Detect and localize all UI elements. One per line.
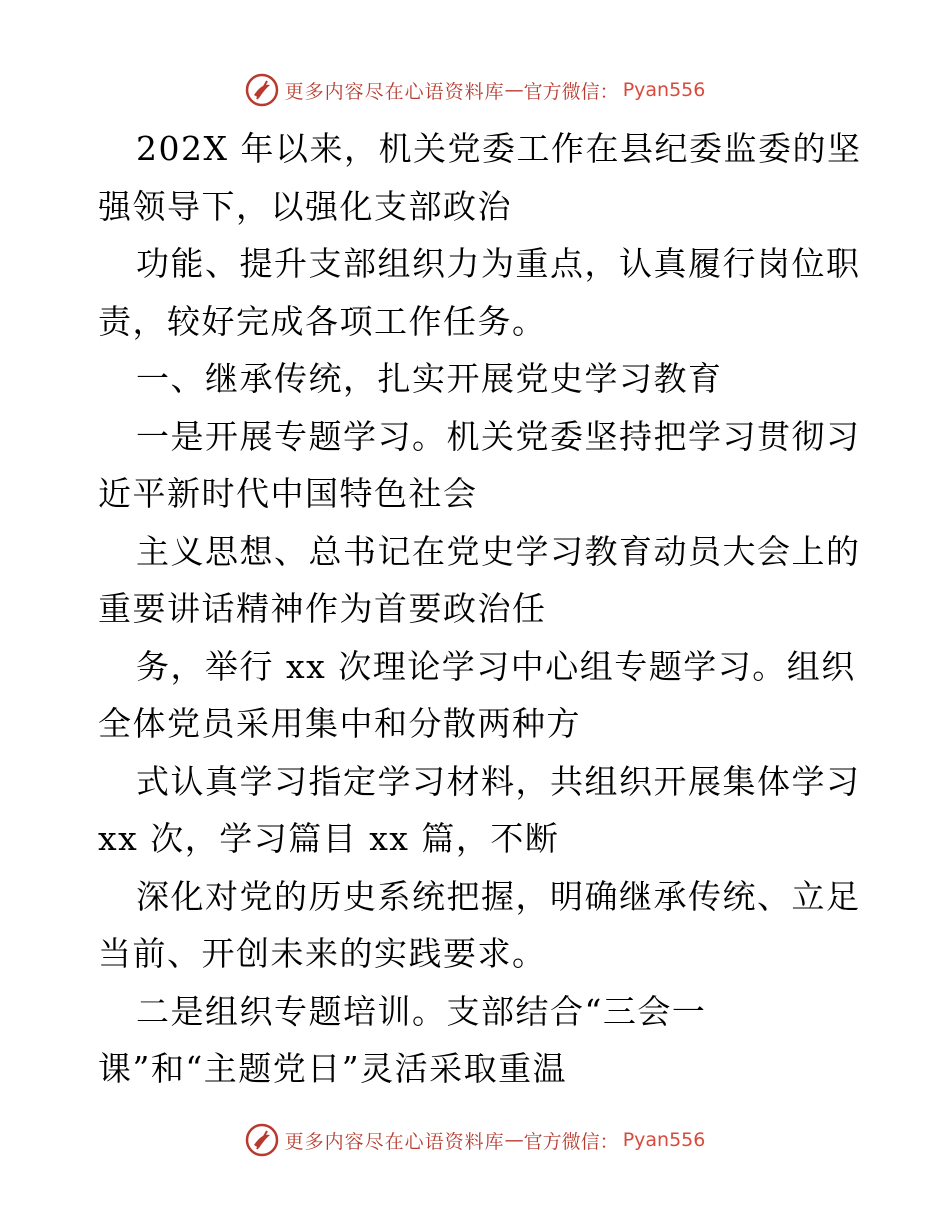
watermark-brand: 更多内容尽在心语资料库 <box>284 80 505 103</box>
watermark-dash: — <box>504 79 524 101</box>
paragraph-line: 一是开展专题学习。机关党委坚持把学习贯彻习 <box>136 416 861 456</box>
paragraph-line: 主义思想、总书记在党史学习教育动员大会上的 <box>136 531 861 571</box>
document-body <box>98 120 862 1098</box>
watermark-wechat-id: Pyan556 <box>622 1129 706 1151</box>
paragraph-line: 202X 年以来，机关党委工作在县纪委监委的坚 <box>136 129 862 168</box>
header-watermark <box>0 70 950 110</box>
paragraph-line: 强领导下，以强化支部政治 <box>98 186 512 226</box>
paragraph-line: 责，较好完成各项工作任务。 <box>98 301 547 341</box>
book-pen-logo-icon <box>245 1123 279 1157</box>
watermark-label: 官方微信： <box>523 1130 619 1153</box>
paragraph-line: 二是组织专题培训。支部结合“三会一 <box>136 991 707 1031</box>
footer-watermark <box>0 1120 950 1160</box>
section-heading: 一、继承传统，扎实开展党史学习教育 <box>136 359 723 398</box>
paragraph-line: 近平新时代中国特色社会 <box>98 474 478 513</box>
watermark-wechat-id: Pyan556 <box>622 79 706 101</box>
watermark-brand: 更多内容尽在心语资料库 <box>284 1130 505 1153</box>
paragraph-line: 深化对党的历史系统把握，明确继承传统、立足 <box>136 876 861 916</box>
paragraph-line: 务，举行 xx 次理论学习中心组专题学习。组织 <box>136 646 856 686</box>
paragraph-line: xx 次，学习篇目 xx 篇，不断 <box>98 819 560 858</box>
paragraph-line: 全体党员采用集中和分散两种方 <box>98 704 581 743</box>
book-pen-logo-icon <box>245 73 279 107</box>
watermark-label: 官方微信： <box>523 80 619 103</box>
paragraph-line: 课”和“主题党日”灵活采取重温 <box>98 1049 568 1088</box>
paragraph-line: 式认真学习指定学习材料，共组织开展集体学习 <box>136 761 861 801</box>
paragraph-line: 重要讲话精神作为首要政治任 <box>98 589 547 628</box>
paragraph-line: 功能、提升支部组织力为重点，认真履行岗位职 <box>136 244 861 283</box>
watermark-dash: — <box>504 1129 524 1151</box>
paragraph-line: 当前、开创未来的实践要求。 <box>98 934 547 973</box>
